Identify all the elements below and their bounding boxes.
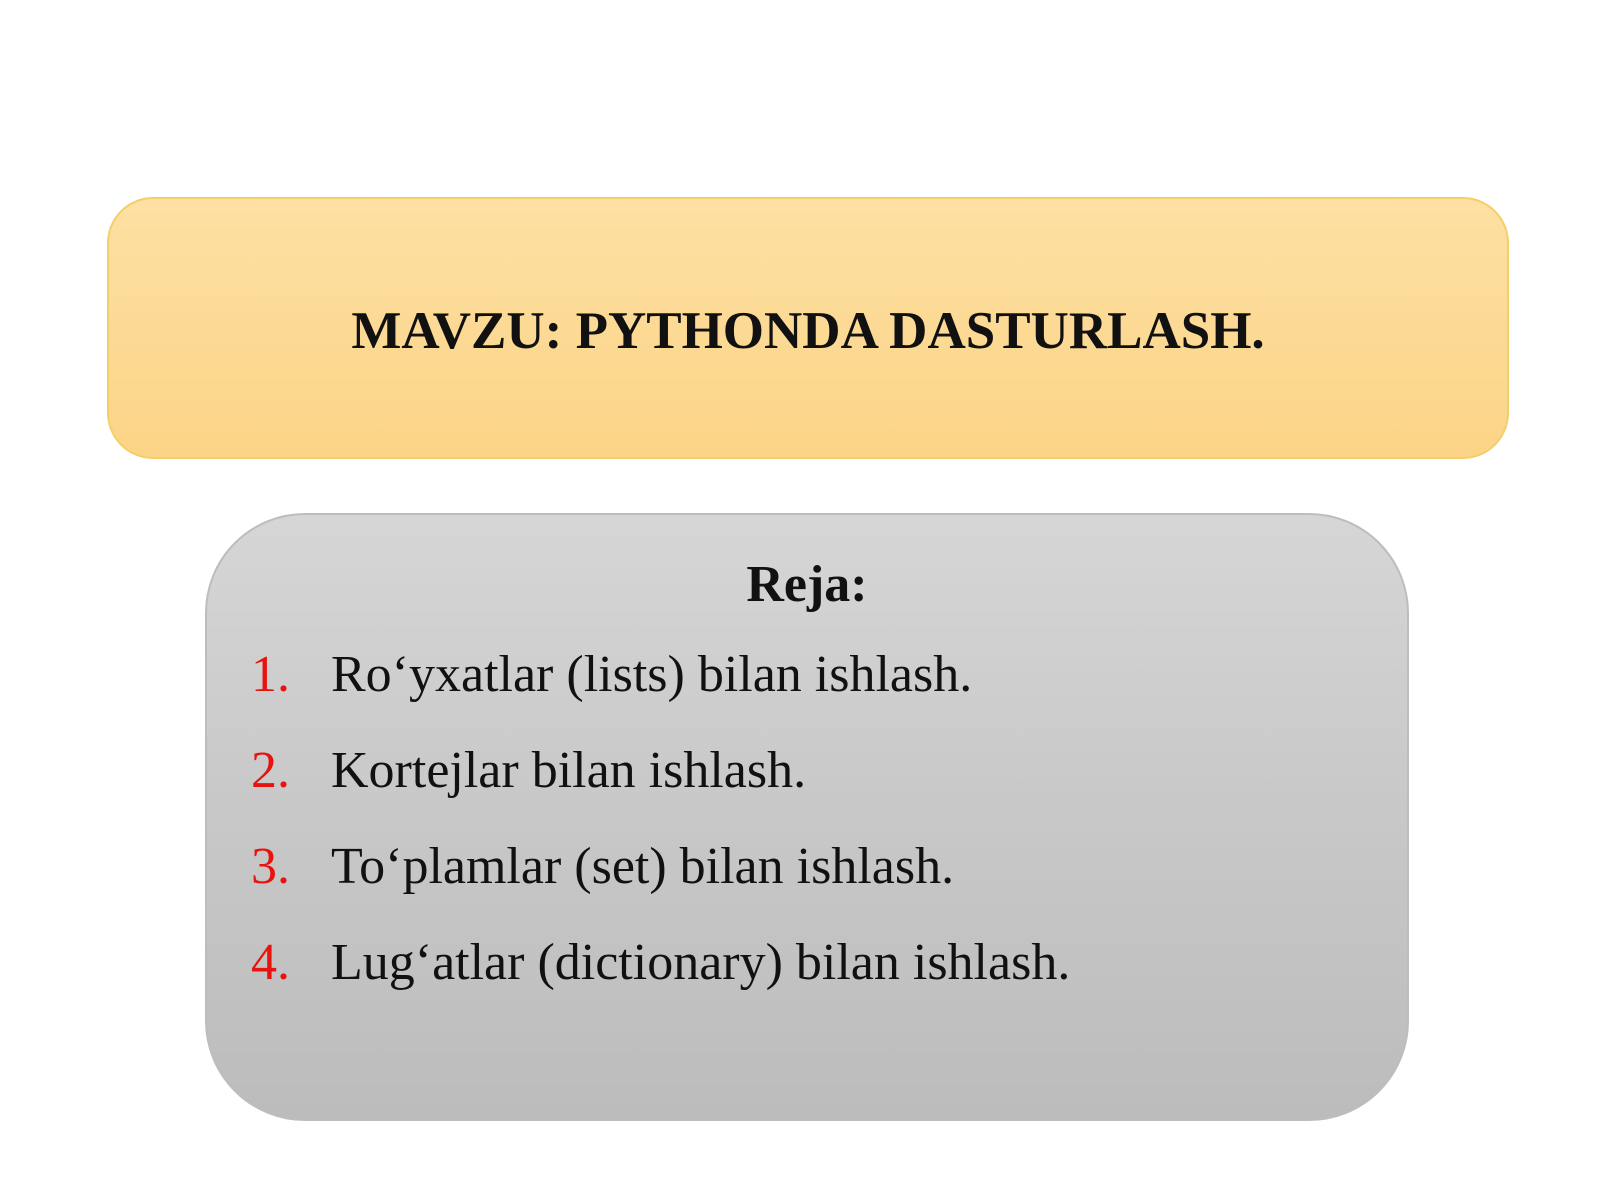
list-item [251, 933, 1070, 1029]
plan-list [251, 645, 1070, 1029]
list-item [251, 645, 1070, 741]
plan-box [205, 513, 1409, 1121]
list-item-number: 3. [251, 838, 290, 895]
list-item-text: To‘plamlar (set) bilan ishlash. [331, 838, 955, 895]
list-item-text: Lug‘atlar (dictionary) bilan ishlash. [331, 934, 1071, 991]
list-item [251, 741, 1070, 837]
topic-title-box [107, 197, 1509, 459]
list-item-number: 1. [251, 646, 290, 703]
list-item-number: 2. [251, 742, 290, 799]
topic-title: MAVZU: PYTHONDA DASTURLASH. [351, 302, 1265, 360]
list-item-text: Ro‘yxatlar (lists) bilan ishlash. [331, 646, 973, 703]
plan-heading: Reja: [746, 556, 868, 613]
list-item [251, 837, 1070, 933]
list-item-number: 4. [251, 934, 290, 991]
list-item-text: Kortejlar bilan ishlash. [331, 742, 807, 799]
